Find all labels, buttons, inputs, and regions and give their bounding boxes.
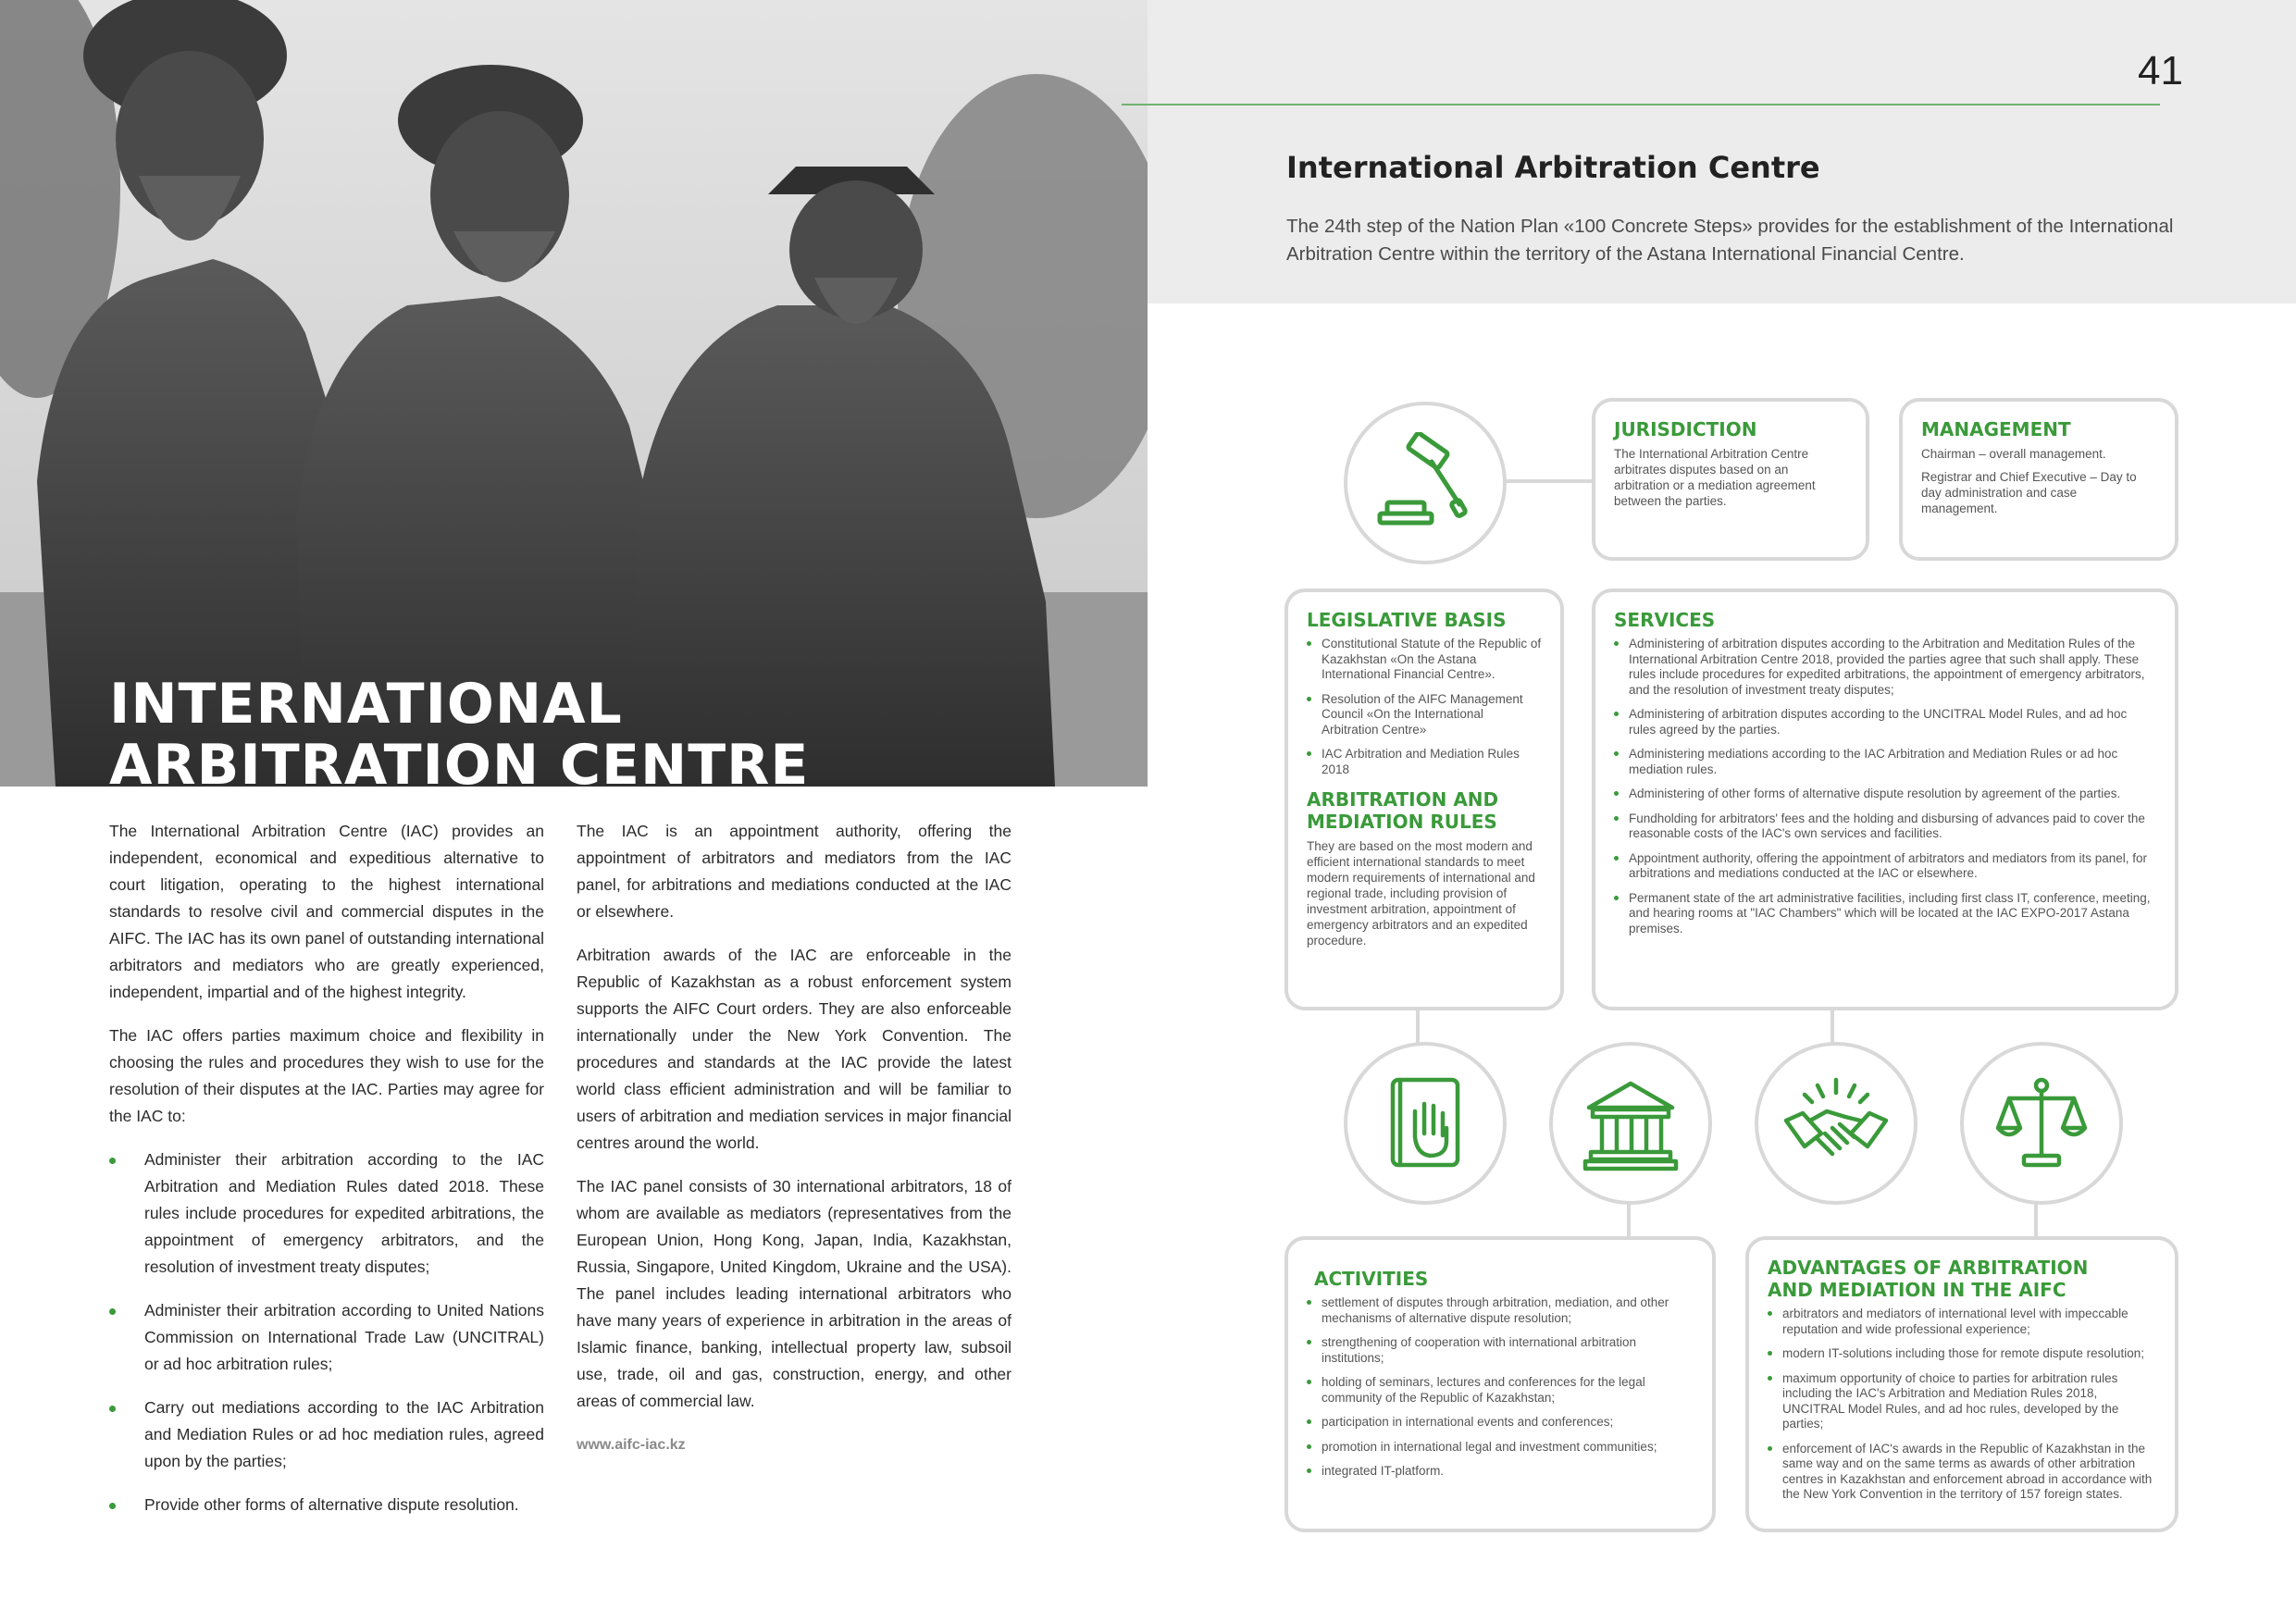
book-hand-icon	[1374, 1072, 1476, 1174]
list-item: holding of seminars, lectures and conferences for the legal community of the Republic of Kazakhstan;	[1307, 1375, 1694, 1406]
bullet-icon	[1307, 641, 1311, 646]
list-item: Administering of arbitration disputes according to the UNCITRAL Model Rules, and ad hoc rules agreed by the parties.	[1614, 707, 2156, 737]
bullet-icon	[1614, 751, 1619, 756]
bullet-icon	[1614, 791, 1619, 796]
monument-photo	[0, 0, 1148, 787]
intro-paragraph: The International Arbitration Centre (IAC) provides an independent, economical and expeditious alternative to court litigation, operating to the highest international standards to resolve civil and commercial disputes in the AIFC. The IAC has its own panel of outstanding international arbitrators and mediators who are greatly experienced, independent, impartial and of the highest integrity.	[109, 822, 544, 1001]
list-item: strengthening of cooperation with international arbitration institutions;	[1307, 1335, 1694, 1366]
activities-heading: ACTIVITIES	[1314, 1268, 1429, 1290]
bullet-icon	[1614, 816, 1619, 821]
list-item: Permanent state of the art administrative facilities, including first class IT, conference, meeting, and hearing rooms at "IAC Chambers" which will be located at the IAC EXPO-2017 Astana premises.	[1614, 891, 2156, 937]
list-item: arbitrators and mediators of international level with impeccable reputation and wide professional experience;	[1768, 1307, 2156, 1337]
management-heading: MANAGEMENT	[1921, 418, 2071, 440]
gavel-icon	[1374, 432, 1476, 534]
choice-paragraph: The IAC offers parties maximum choice and flexibility in choosing the rules and procedures they wish to use for the resolution of their disputes at the IAC. Parties may agree for the IAC to:	[109, 1026, 544, 1125]
jurisdiction-heading: JURISDICTION	[1614, 418, 1757, 440]
rules-text: They are based on the most modern and efficient international standards to meet modern requirements of international and regional trade, including provision of investment arbitration, appointment of emergency arbitrators and an expedited procedure.	[1307, 839, 1535, 948]
bullet-icon	[109, 1406, 116, 1412]
bullet-icon	[1768, 1351, 1772, 1356]
bullet-icon	[1307, 1419, 1311, 1424]
hero-title	[109, 674, 942, 787]
panel-paragraph: The IAC panel consists of 30 international arbitrators, 18 of whom are available as mediators (representatives from the European Union, Hong Kong, Japan, India, Kazakhstan, Russia, Singapore, United Kingdom, Ukraine and the USA). The panel includes leading international arbitrators who have many years of experience in arbitration in the areas of Islamic finance, banking, intellectual property law, subsoil use, trade, oil and gas, construction, energy, and other areas of commercial law.	[577, 1177, 1011, 1410]
bullet-icon	[1614, 896, 1619, 900]
list-item: Administer their arbitration according to the IAC Arbitration and Mediation Rules dated 2018. These rules include procedures for expedited arbitrations, the appointment of emergency arbitrators, and the resolution of investment treaty disputes;	[109, 1146, 544, 1281]
bullet-icon	[1614, 712, 1619, 716]
connector	[1501, 479, 1599, 483]
activities-box	[1285, 1236, 1716, 1532]
connector	[1831, 1007, 1834, 1044]
justice-circle	[1960, 1042, 2123, 1205]
hero-title-line1: INTERNATIONAL	[109, 672, 623, 737]
services-heading: SERVICES	[1614, 609, 1716, 631]
list-item: settlement of disputes through arbitration, mediation, and other mechanisms of alternative dispute resolution;	[1307, 1295, 1694, 1326]
bullet-icon	[1768, 1376, 1772, 1381]
list-item: Administering of arbitration disputes according to the Arbitration and Meditation Rules of the International Arbitration Centre 2018, provided the parties agree that such shall apply. These rules include procedures for expedited arbitrations, the appointment of emergency arbitrators, and the resolution of investment treaty disputes;	[1614, 637, 2156, 698]
scales-icon	[1991, 1072, 2092, 1174]
bullet-icon	[1307, 1380, 1311, 1384]
appointment-paragraph: The IAC is an appointment authority, offering the appointment of arbitrators and mediators from the IAC panel, for arbitrations and mediations conducted at the IAC or elsewhere.	[577, 822, 1011, 921]
handshake-icon	[1781, 1072, 1892, 1174]
bullet-icon	[1307, 1468, 1311, 1473]
bullet-icon	[1614, 856, 1619, 861]
left-column-1	[109, 818, 544, 1535]
list-item: participation in international events and conferences;	[1307, 1415, 1694, 1431]
legislative-heading: LEGISLATIVE BASIS	[1307, 609, 1507, 631]
list-item: enforcement of IAC's awards in the Republic of Kazakhstan in the same way and on the same terms as awards of other arbitration centres in Kazakhstan and enforcement abroad in accordance with the New York Convention in the territory of 157 foreign states.	[1768, 1442, 2156, 1503]
connector	[1416, 1007, 1420, 1044]
institution-circle	[1549, 1042, 1712, 1205]
header-divider	[1122, 104, 2160, 105]
management-text-1: Chairman – overall management.	[1921, 447, 2106, 461]
legislative-list	[1307, 637, 1542, 777]
hero-title-line2: ARBITRATION CENTRE	[109, 733, 810, 787]
list-item: Fundholding for arbitrators' fees and the holding and disbursing of advances paid to cover the reasonable costs of the IAC's own services and facilities.	[1614, 812, 2156, 842]
list-item: IAC Arbitration and Mediation Rules 2018	[1307, 747, 1542, 777]
list-item: Appointment authority, offering the appointment of arbitrators and mediators from its panel, for arbitrations and mediations conducted at the IAC or elsewhere.	[1614, 851, 2156, 882]
jurisdiction-text: The International Arbitration Centre arbitrates disputes based on an arbitration or a mediation agreement between the parties.	[1614, 447, 1816, 508]
services-box	[1592, 588, 2178, 1010]
bullet-icon	[1307, 1444, 1311, 1449]
website-link[interactable]: www.aifc-iac.kz	[577, 1437, 686, 1453]
jurisdiction-box	[1592, 398, 1869, 561]
management-text-2: Registrar and Chief Executive – Day to day administration and case management.	[1921, 470, 2137, 515]
list-item: Resolution of the AIFC Management Council «On the International Arbitration Centre»	[1307, 692, 1542, 738]
bullet-icon	[1307, 1340, 1311, 1344]
list-item: Carry out mediations according to the IAC Arbitration and Mediation Rules or ad hoc mediation rules, agreed upon by the parties;	[109, 1394, 544, 1475]
list-item: Administer their arbitration according to United Nations Commission on International Trade Law (UNCITRAL) or ad hoc arbitration rules;	[109, 1297, 544, 1378]
bullet-icon	[1768, 1446, 1772, 1451]
bullet-icon	[1614, 641, 1619, 646]
page-number: 41	[2138, 48, 2183, 93]
jurisdiction-circle	[1344, 402, 1507, 564]
iac-options-list	[109, 1146, 544, 1518]
list-item: modern IT-solutions including those for remote dispute resolution;	[1768, 1346, 2156, 1362]
page-subtitle: The 24th step of the Nation Plan «100 Concrete Steps» provides for the establishment of the International Arbitration Centre within the territory of the Astana International Financial Centre.	[1286, 216, 2174, 265]
rules-heading: ARBITRATION AND MEDIATION RULES	[1307, 788, 1499, 833]
cooperation-circle	[1755, 1042, 1917, 1205]
list-item: maximum opportunity of choice to parties for arbitration rules including the IAC's Arbitration and Mediation Rules 2018, UNCITRAL Model Rules, and ad hoc rules, developed by the parties;	[1768, 1371, 2156, 1432]
bullet-icon	[109, 1308, 116, 1315]
bullet-icon	[1768, 1311, 1772, 1316]
list-item: Administering of other forms of alternative dispute resolution by agreement of the parties.	[1614, 787, 2156, 802]
bullet-icon	[109, 1158, 116, 1164]
list-item: Constitutional Statute of the Republic of Kazakhstan «On the Astana International Financial Centre».	[1307, 637, 1542, 683]
services-list	[1614, 637, 2156, 936]
list-item: promotion in international legal and investment communities;	[1307, 1440, 1694, 1456]
page-title: International Arbitration Centre	[1286, 150, 1820, 185]
advantages-list	[1768, 1307, 2156, 1503]
bullet-icon	[1307, 1300, 1311, 1305]
activities-list	[1307, 1295, 1694, 1480]
bullet-icon	[1307, 697, 1311, 701]
legislative-box	[1285, 588, 1564, 1010]
list-item: Administering mediations according to the IAC Arbitration and Mediation Rules or ad hoc mediation rules.	[1614, 747, 2156, 777]
list-item: integrated IT-platform.	[1307, 1464, 1694, 1480]
courthouse-icon	[1580, 1072, 1682, 1174]
bullet-icon	[109, 1503, 116, 1509]
advantages-box	[1745, 1236, 2178, 1532]
left-column-2	[577, 818, 1011, 1475]
bullet-icon	[1307, 751, 1311, 756]
enforcement-paragraph: Arbitration awards of the IAC are enforceable in the Republic of Kazakhstan as a robust enforcement system supports the AIFC Court orders. They are also enforceable internationally under the New York Convention. The procedures and standards at the IAC provide the latest world class efficient administration and will be familiar to users of arbitration and mediation services in major financial centres around the world.	[577, 946, 1011, 1152]
oath-circle	[1344, 1042, 1507, 1205]
list-item: Provide other forms of alternative dispute resolution.	[109, 1492, 544, 1518]
management-box	[1899, 398, 2178, 561]
advantages-heading: ADVANTAGES OF ARBITRATION AND MEDIATION IN THE AIFC	[1768, 1257, 2089, 1301]
